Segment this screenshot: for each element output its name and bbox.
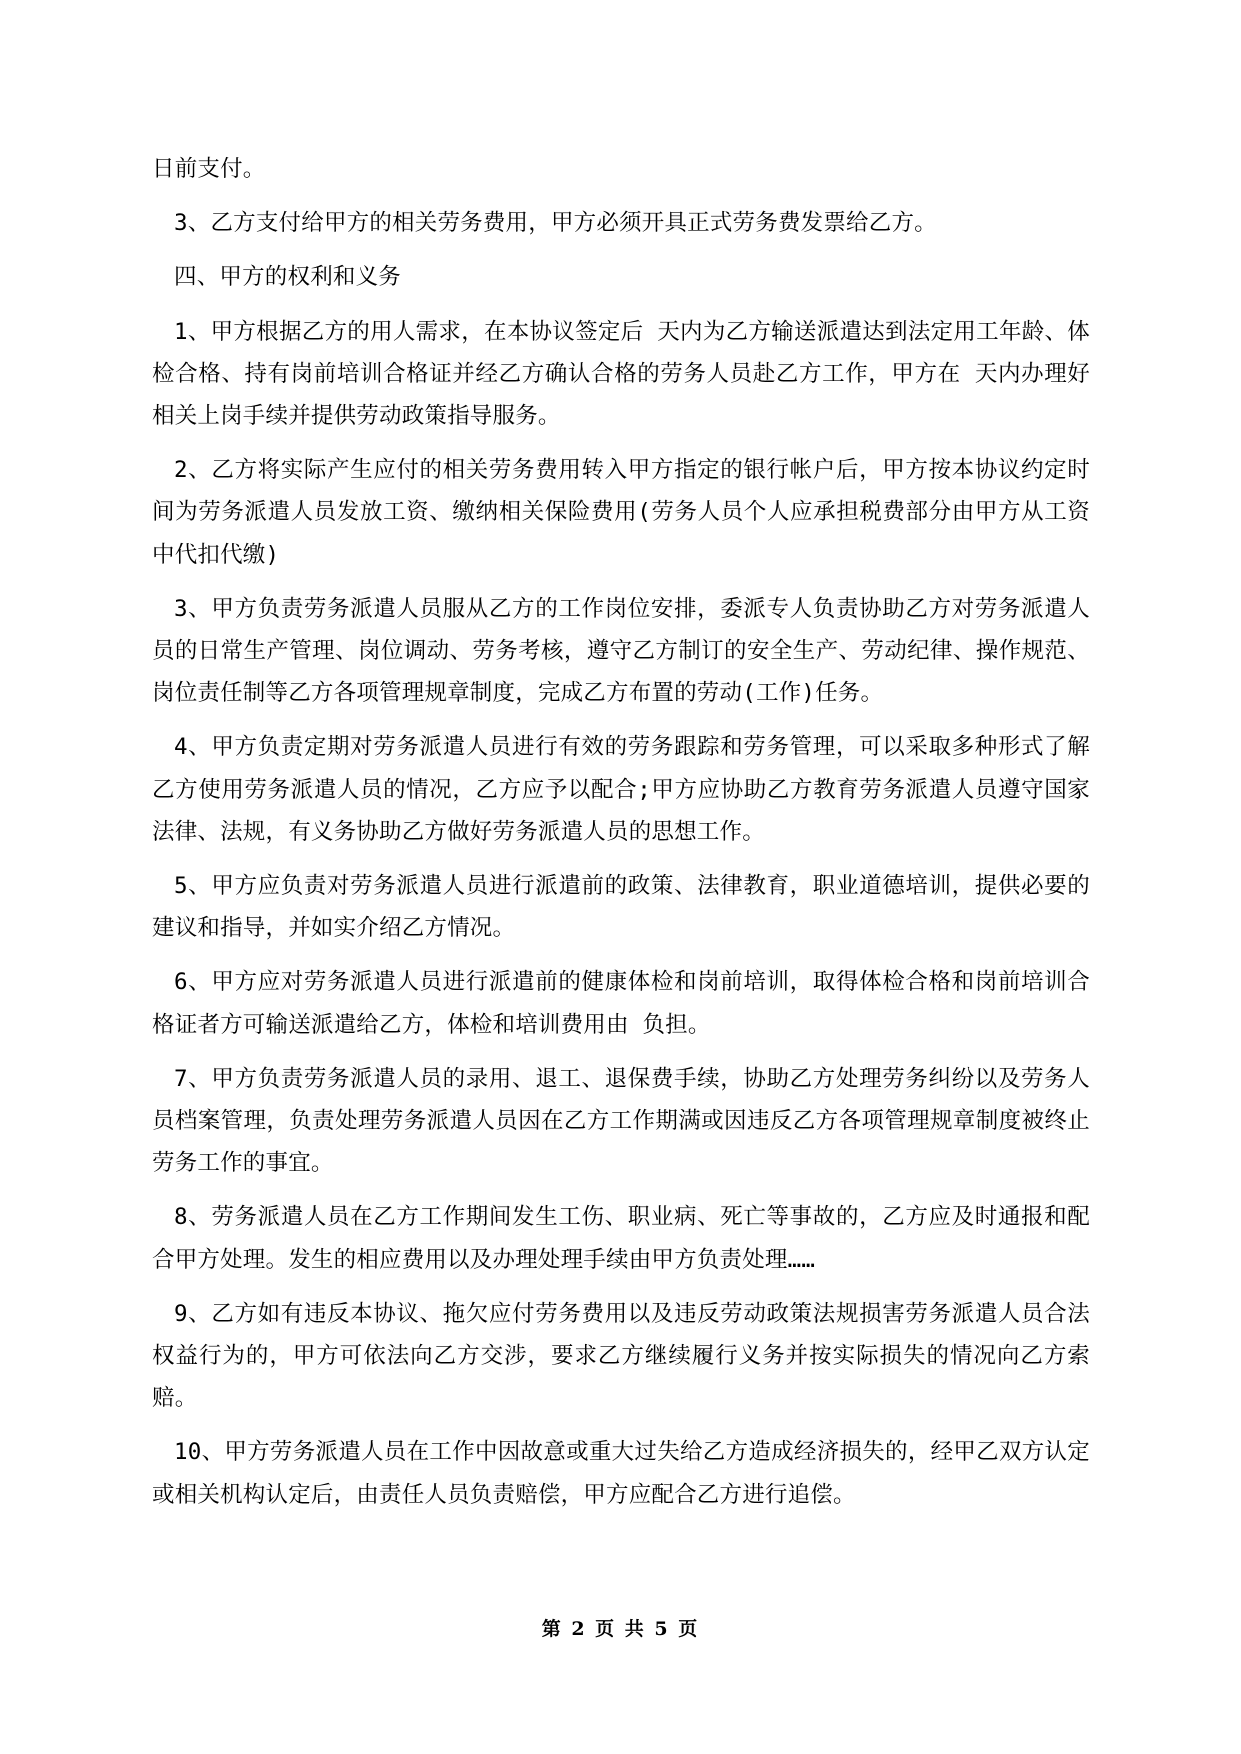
paragraph-clause-3-invoice: 3、乙方支付给甲方的相关劳务费用，甲方必须开具正式劳务费发票给乙方。	[174, 210, 937, 237]
paragraph-clause-9: 9、乙方如有违反本协议、拖欠应付劳务费用以及违反劳动政策法规损害劳务派遣人员合法权益行为的，甲方可依法向乙方交涉，要求乙方继续履行义务并按实际损失的情况向乙方索赔。	[152, 1300, 1090, 1412]
section-heading-party-a-rights: 四、甲方的权利和义务	[174, 264, 402, 291]
paragraph-clause-1: 1、甲方根据乙方的用人需求，在本协议签定后 天内为乙方输送派遣达到法定用工年龄、体检合格、持有岗前培训合格证并经乙方确认合格的劳务人员赴乙方工作，甲方在 天内办理好相关上岗手续并提供劳动政策指导服务。	[152, 318, 1090, 430]
paragraph-clause-8: 8、劳务派遣人员在乙方工作期间发生工伤、职业病、死亡等事故的，乙方应及时通报和配合甲方处理。发生的相应费用以及办理处理手续由甲方负责处理……	[152, 1204, 1090, 1273]
paragraph-clause-4: 4、甲方负责定期对劳务派遣人员进行有效的劳务跟踪和劳务管理，可以采取多种形式了解乙方使用劳务派遣人员的情况，乙方应予以配合;甲方应协助乙方教育劳务派遣人员遵守国家法律、法规，有义务协助乙方做好劳务派遣人员的思想工作。	[152, 734, 1090, 845]
paragraph-clause-10: 10、甲方劳务派遣人员在工作中因故意或重大过失给乙方造成经济损失的，经甲乙双方认定或相关机构认定后，由责任人员负责赔偿，甲方应配合乙方进行追偿。	[152, 1439, 1090, 1508]
paragraph-clause-6: 6、甲方应对劳务派遣人员进行派遣前的健康体检和岗前培训，取得体检合格和岗前培训合格证者方可输送派遣给乙方，体检和培训费用由 负担。	[152, 969, 1090, 1038]
paragraph-clause-5: 5、甲方应负责对劳务派遣人员进行派遣前的政策、法律教育，职业道德培训，提供必要的建议和指导，并如实介绍乙方情况。	[152, 873, 1090, 942]
page-number-footer: 第 2 页 共 5 页	[541, 1618, 700, 1640]
paragraph-clause-7: 7、甲方负责劳务派遣人员的录用、退工、退保费手续，协助乙方处理劳务纠纷以及劳务人员档案管理，负责处理劳务派遣人员因在乙方工作期满或因违反乙方各项管理规章制度被终止劳务工作的事宜。	[152, 1065, 1090, 1177]
paragraph-clause-3: 3、甲方负责劳务派遣人员服从乙方的工作岗位安排，委派专人负责协助乙方对劳务派遣人员的日常生产管理、岗位调动、劳务考核，遵守乙方制订的安全生产、劳动纪律、操作规范、岗位责任制等乙方各项管理规章制度，完成乙方布置的劳动(工作)任务。	[152, 595, 1090, 707]
paragraph-clause-2: 2、乙方将实际产生应付的相关劳务费用转入甲方指定的银行帐户后，甲方按本协议约定时间为劳务派遣人员发放工资、缴纳相关保险费用(劳务人员个人应承担税费部分由甲方从工资中代扣代缴)	[152, 457, 1090, 568]
document-body	[152, 148, 1090, 1528]
paragraph-continuation: 日前支付。	[152, 156, 266, 182]
